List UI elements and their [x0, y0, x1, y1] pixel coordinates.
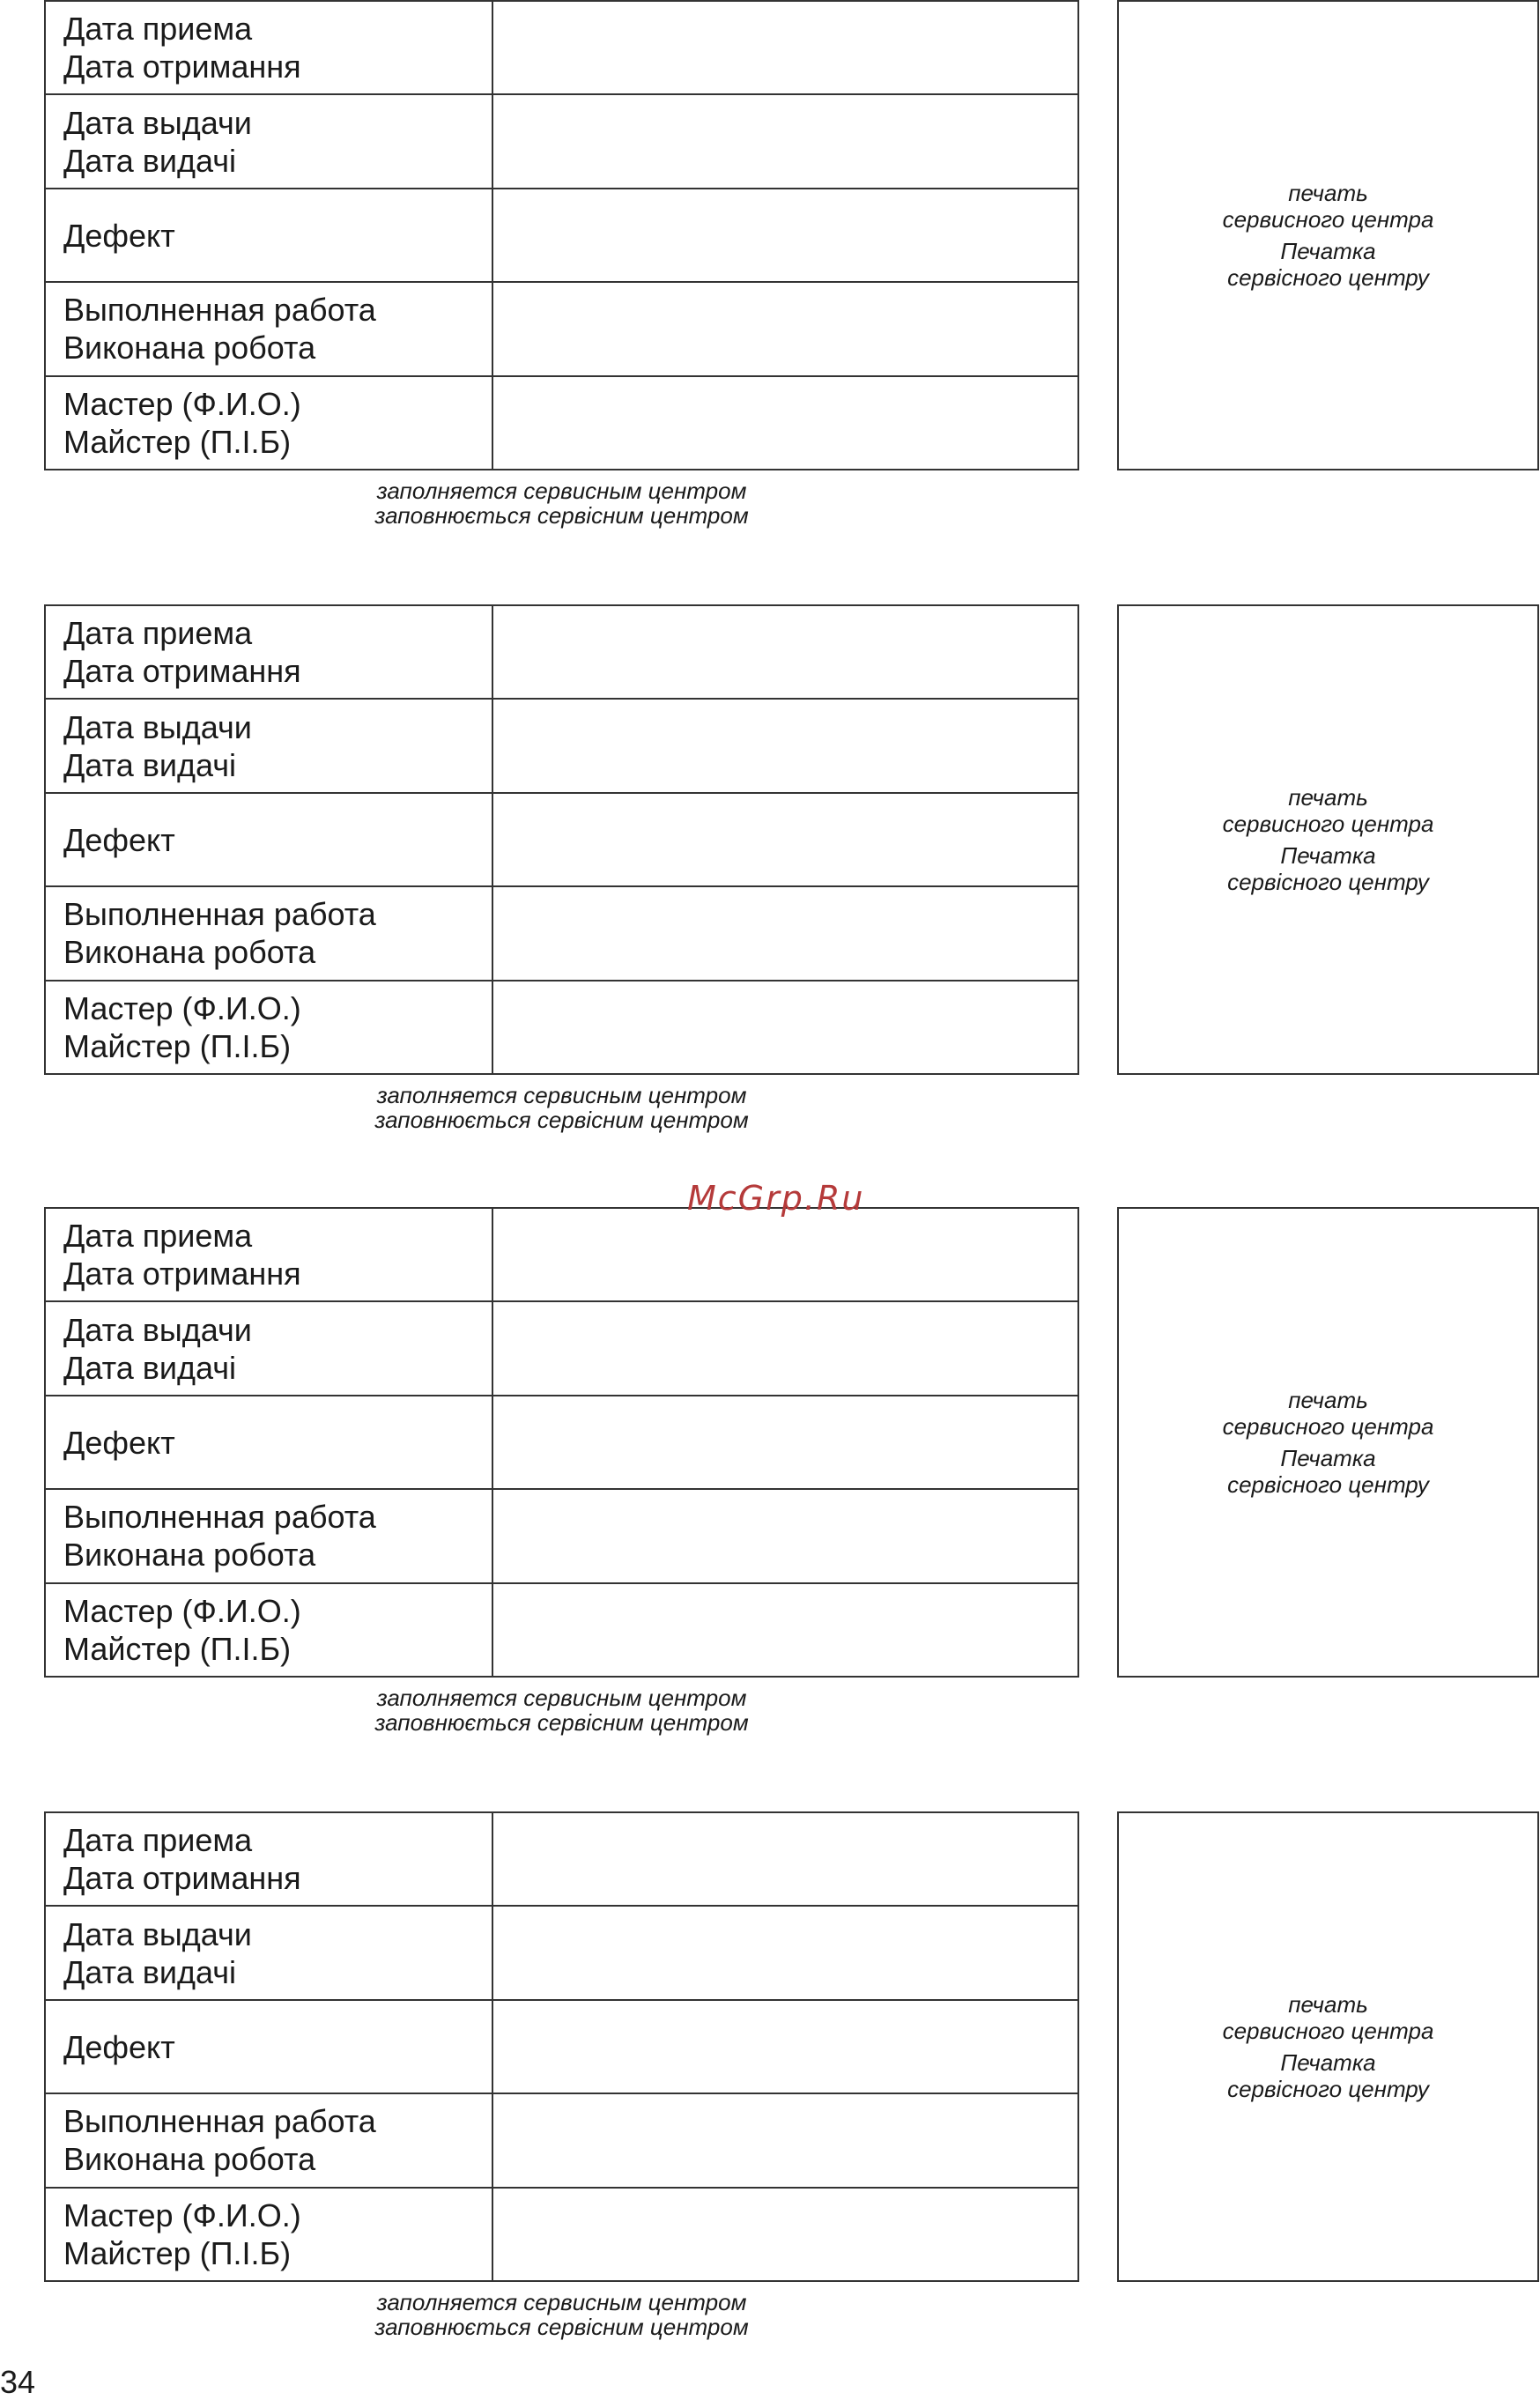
label-date-received: Дата приема Дата отримання: [46, 1209, 493, 1300]
page-number: 34: [0, 2364, 36, 2400]
value-date-received[interactable]: [493, 1813, 1077, 1905]
stamp-box: печать сервисного центра Печатка сервісного центру: [1117, 1207, 1539, 1678]
value-work-done[interactable]: [493, 1490, 1077, 1581]
row-defect: [46, 1396, 1077, 1490]
value-date-issued[interactable]: [493, 1907, 1077, 1998]
filled-by-service-note: заполняется сервисным центром заповнюється сервісним центром: [374, 1082, 749, 1133]
label-master: Мастер (Ф.И.О.) Майстер (П.І.Б): [46, 1584, 493, 1676]
value-master[interactable]: [493, 377, 1077, 469]
label-work-done: Выполненная работа Виконана робота: [46, 1490, 493, 1581]
label-defect: Дефект: [46, 2001, 493, 2093]
value-date-received[interactable]: [493, 1209, 1077, 1300]
value-work-done[interactable]: [493, 283, 1077, 374]
service-record-block-1: [0, 0, 1540, 546]
filled-by-service-note: заполняется сервисным центром заповнюється сервісним центром: [374, 478, 749, 529]
row-work-done: [46, 283, 1077, 376]
label-master: Мастер (Ф.И.О.) Майстер (П.І.Б): [46, 377, 493, 469]
value-defect[interactable]: [493, 189, 1077, 281]
service-record-block-3: [0, 1207, 1540, 1753]
service-record-block-2: [0, 604, 1540, 1151]
row-defect: [46, 189, 1077, 283]
row-date-received: [46, 1813, 1077, 1907]
row-date-received: [46, 2, 1077, 95]
row-date-issued: [46, 1302, 1077, 1396]
filled-by-service-note: заполняется сервисным центром заповнюється сервісним центром: [374, 2289, 749, 2340]
stamp-box: печать сервисного центра Печатка сервісного центру: [1117, 0, 1539, 470]
row-work-done: [46, 2094, 1077, 2188]
row-master: [46, 1584, 1077, 1676]
value-master[interactable]: [493, 1584, 1077, 1676]
row-master: [46, 377, 1077, 469]
row-work-done: [46, 1490, 1077, 1583]
service-record-table: [44, 0, 1079, 470]
label-date-received: Дата приема Дата отримання: [46, 606, 493, 698]
label-date-issued: Дата выдачи Дата видачі: [46, 1302, 493, 1394]
value-date-received[interactable]: [493, 606, 1077, 698]
value-defect[interactable]: [493, 2001, 1077, 2093]
service-record-table: [44, 1811, 1079, 2282]
service-record-table: [44, 1207, 1079, 1678]
label-work-done: Выполненная работа Виконана робота: [46, 887, 493, 979]
label-date-received: Дата приема Дата отримання: [46, 1813, 493, 1905]
value-date-issued[interactable]: [493, 700, 1077, 791]
label-work-done: Выполненная работа Виконана робота: [46, 283, 493, 374]
value-defect[interactable]: [493, 794, 1077, 885]
label-defect: Дефект: [46, 1396, 493, 1488]
row-date-issued: [46, 700, 1077, 793]
value-work-done[interactable]: [493, 887, 1077, 979]
watermark-logo: McGrp.Ru: [687, 1179, 865, 1218]
row-master: [46, 981, 1077, 1073]
service-record-table: [44, 604, 1079, 1075]
row-defect: [46, 794, 1077, 887]
value-work-done[interactable]: [493, 2094, 1077, 2186]
label-defect: Дефект: [46, 794, 493, 885]
row-master: [46, 2189, 1077, 2280]
row-date-received: [46, 606, 1077, 700]
stamp-box: печать сервисного центра Печатка сервісного центру: [1117, 604, 1539, 1075]
row-date-issued: [46, 95, 1077, 189]
label-date-issued: Дата выдачи Дата видачі: [46, 95, 493, 187]
value-master[interactable]: [493, 2189, 1077, 2280]
row-date-received: [46, 1209, 1077, 1302]
service-record-block-4: [0, 1811, 1540, 2358]
label-master: Мастер (Ф.И.О.) Майстер (П.І.Б): [46, 2189, 493, 2280]
label-defect: Дефект: [46, 189, 493, 281]
value-date-received[interactable]: [493, 2, 1077, 93]
row-date-issued: [46, 1907, 1077, 2000]
label-work-done: Выполненная работа Виконана робота: [46, 2094, 493, 2186]
value-defect[interactable]: [493, 1396, 1077, 1488]
value-date-issued[interactable]: [493, 95, 1077, 187]
value-date-issued[interactable]: [493, 1302, 1077, 1394]
label-master: Мастер (Ф.И.О.) Майстер (П.І.Б): [46, 981, 493, 1073]
label-date-issued: Дата выдачи Дата видачі: [46, 1907, 493, 1998]
filled-by-service-note: заполняется сервисным центром заповнюється сервісним центром: [374, 1685, 749, 1736]
row-work-done: [46, 887, 1077, 981]
label-date-issued: Дата выдачи Дата видачі: [46, 700, 493, 791]
value-master[interactable]: [493, 981, 1077, 1073]
row-defect: [46, 2001, 1077, 2094]
label-date-received: Дата приема Дата отримання: [46, 2, 493, 93]
stamp-box: печать сервисного центра Печатка сервісного центру: [1117, 1811, 1539, 2282]
